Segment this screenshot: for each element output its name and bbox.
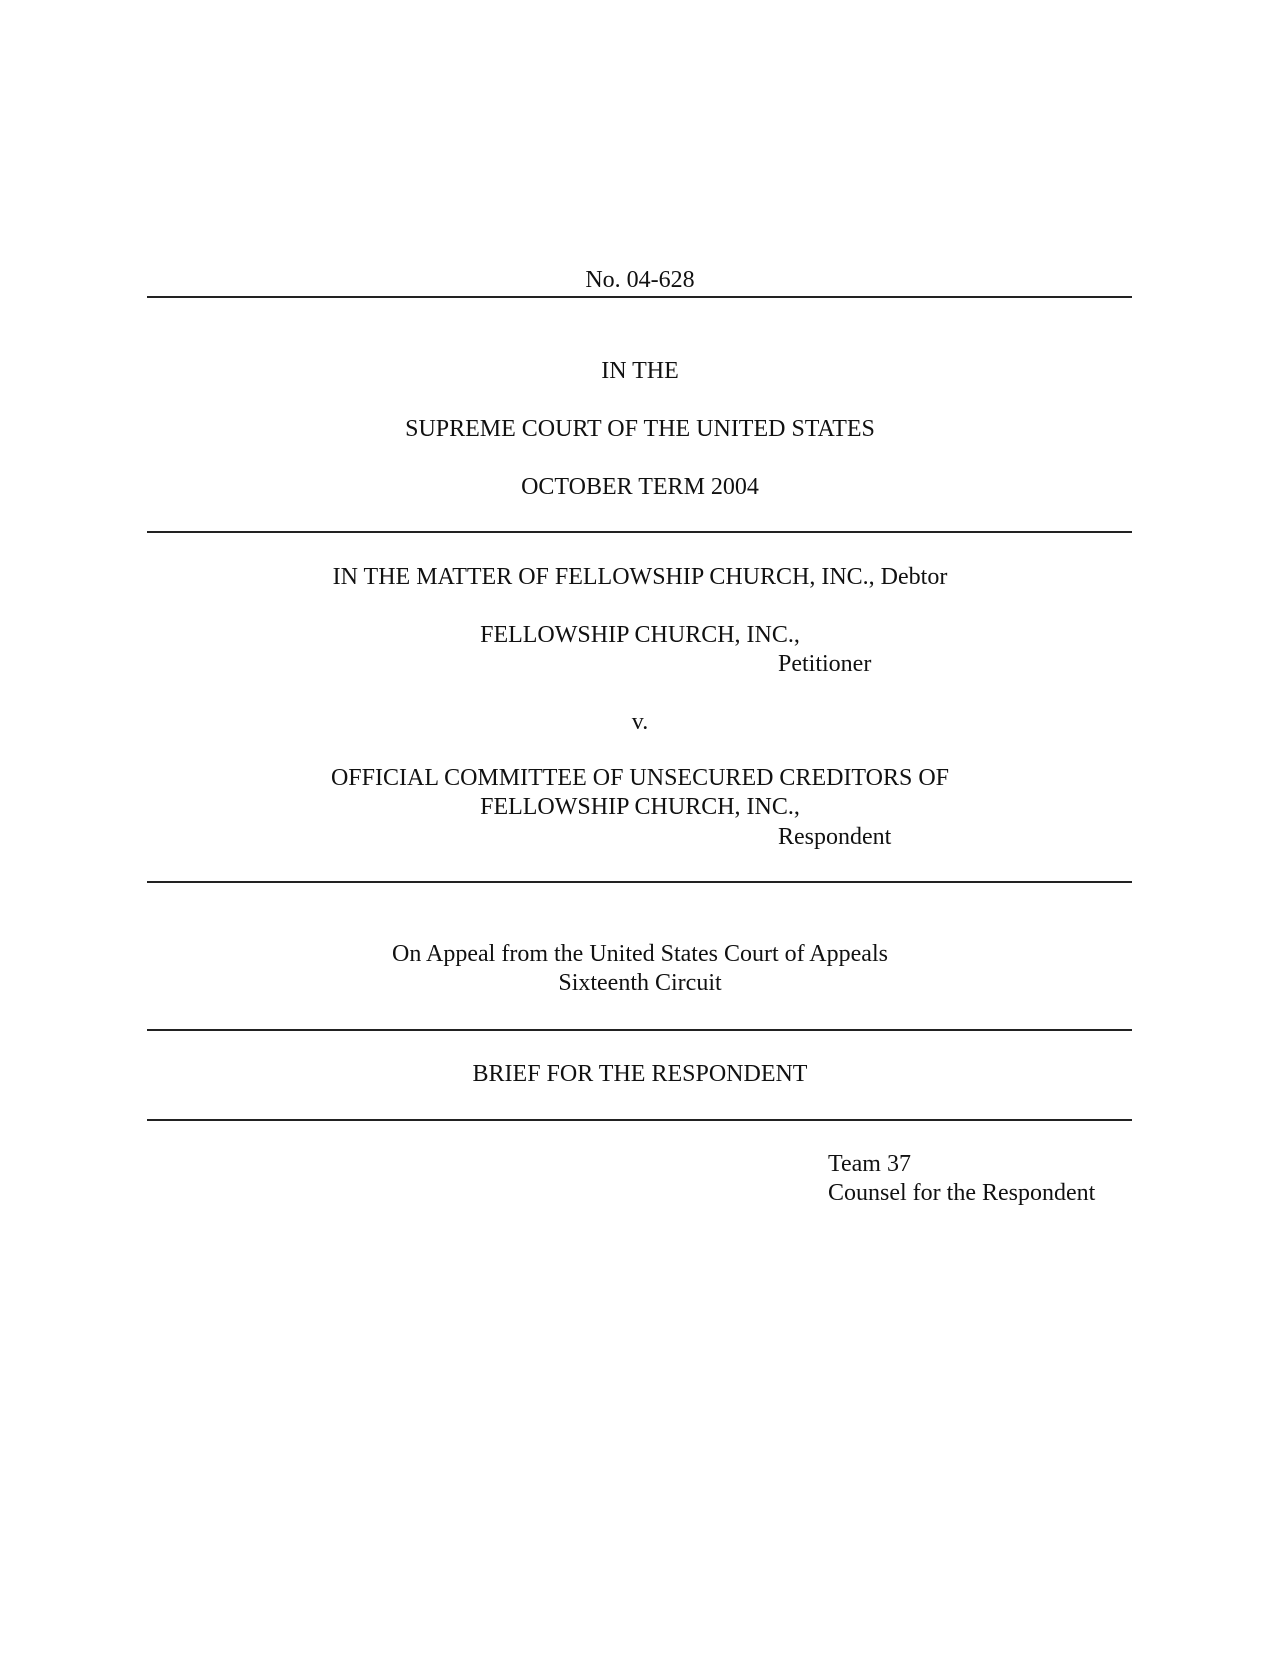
respondent-name-line1: OFFICIAL COMMITTEE OF UNSECURED CREDITORS OF bbox=[330, 765, 950, 791]
respondent-role: Respondent bbox=[778, 824, 892, 850]
respondent-name-line2: FELLOWSHIP CHURCH, INC., bbox=[480, 794, 800, 820]
divider-rule-4 bbox=[147, 1029, 1132, 1031]
brief-title: BRIEF FOR THE RESPONDENT bbox=[472, 1061, 808, 1087]
caption-matter-line: IN THE MATTER OF FELLOWSHIP CHURCH, INC., Debtor bbox=[332, 564, 948, 590]
counsel-role: Counsel for the Respondent bbox=[828, 1180, 1096, 1206]
versus: v. bbox=[631, 709, 649, 735]
counsel-team: Team 37 bbox=[828, 1151, 911, 1177]
divider-rule-1 bbox=[147, 296, 1132, 298]
divider-rule-2 bbox=[147, 531, 1132, 533]
divider-rule-5 bbox=[147, 1119, 1132, 1121]
docket-number: No. 04-628 bbox=[585, 267, 695, 293]
court-term: OCTOBER TERM 2004 bbox=[521, 474, 759, 500]
divider-rule-3 bbox=[147, 881, 1132, 883]
petitioner-name: FELLOWSHIP CHURCH, INC., bbox=[480, 622, 800, 648]
appeal-line1: On Appeal from the United States Court of Appeals bbox=[392, 941, 888, 967]
appeal-line2: Sixteenth Circuit bbox=[558, 970, 722, 996]
petitioner-role: Petitioner bbox=[778, 651, 872, 677]
court-heading-name: SUPREME COURT OF THE UNITED STATES bbox=[405, 416, 875, 442]
court-heading-line1: IN THE bbox=[601, 358, 679, 384]
